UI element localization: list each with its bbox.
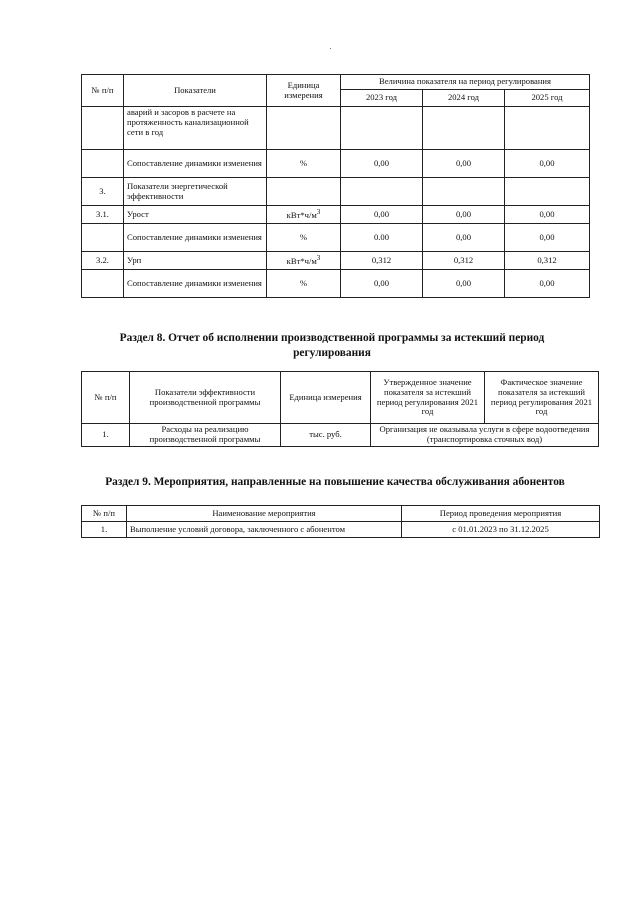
scan-speck xyxy=(330,48,331,49)
row-value-2023: 0,312 xyxy=(341,252,423,270)
row-indicator: Показатели энергетической эффективности xyxy=(124,178,267,206)
table-row xyxy=(82,522,600,538)
row-value-2023: 0.00 xyxy=(341,224,423,252)
col-header-year: 2025 год xyxy=(505,90,590,107)
row-value-2023 xyxy=(341,178,423,206)
col-header-num: № п/п xyxy=(82,506,127,522)
table-row xyxy=(82,270,590,298)
row-value-2024: 0,00 xyxy=(423,150,505,178)
section-9-heading: Раздел 9. Мероприятия, направленные на повышение качества обслуживания абонентов xyxy=(105,476,565,488)
unit-text: кВт*ч/м xyxy=(286,255,317,266)
row-value-2023: 0,00 xyxy=(341,206,423,224)
table-row xyxy=(82,150,590,178)
row-activity: Выполнение условий договора, заключенного с абонентом xyxy=(127,522,402,538)
col-header-actual: Фактическое значение показателя за истекший период регулирования 2021 год xyxy=(485,372,599,424)
row-indicator: Сопоставление динамики изменения xyxy=(124,150,267,178)
row-value-2025: 0,00 xyxy=(505,270,590,298)
row-value-2024 xyxy=(423,178,505,206)
unit-superscript: 3 xyxy=(316,254,321,263)
activities-table xyxy=(81,505,600,538)
row-value-2025: 0,00 xyxy=(505,150,590,178)
col-header-year: 2023 год xyxy=(341,90,423,107)
row-indicator: аварий и засоров в расчете на протяженность канализационной сети в год xyxy=(124,107,267,150)
row-period: с 01.01.2023 по 31.12.2025 xyxy=(402,522,600,538)
row-unit: % xyxy=(267,270,341,298)
row-value-2023: 0,00 xyxy=(341,270,423,298)
section-8-heading: Раздел 8. Отчет об исполнении производственной программы за истекший период регулирования xyxy=(119,332,545,359)
row-unit: % xyxy=(267,224,341,252)
row-value-2025: 0,00 xyxy=(505,206,590,224)
col-header-num: № п/п xyxy=(82,372,130,424)
table-row xyxy=(82,252,590,270)
table-row xyxy=(82,178,590,206)
col-header-period: Период проведения мероприятия xyxy=(402,506,600,522)
row-value-2025 xyxy=(505,178,590,206)
col-header-activity: Наименование мероприятия xyxy=(127,506,402,522)
row-unit: тыс. руб. xyxy=(281,424,371,447)
col-header-year: 2024 год xyxy=(423,90,505,107)
row-value-2023: 0,00 xyxy=(341,150,423,178)
program-report-table xyxy=(81,371,599,447)
table-row xyxy=(82,224,590,252)
row-num: 3. xyxy=(82,178,124,206)
row-note: Организация не оказывала услуги в сфере водоотведения (транспортировка сточных вод) xyxy=(371,424,599,447)
table-row xyxy=(82,424,599,447)
row-value-2023 xyxy=(341,107,423,150)
unit-text: кВт*ч/м xyxy=(286,209,317,220)
col-header-num: № п/п xyxy=(82,75,124,107)
row-num xyxy=(82,224,124,252)
row-num xyxy=(82,107,124,150)
row-unit xyxy=(267,178,341,206)
row-num xyxy=(82,150,124,178)
row-num xyxy=(82,270,124,298)
col-header-indicators: Показатели xyxy=(124,75,267,107)
row-value-2024: 0,00 xyxy=(423,270,505,298)
row-indicator: Урост xyxy=(124,206,267,224)
row-value-2024: 0,00 xyxy=(423,224,505,252)
col-header-indicators: Показатели эффективности производственной программы xyxy=(130,372,281,424)
col-header-unit: Единица измерения xyxy=(281,372,371,424)
col-header-unit: Единица измерения xyxy=(267,75,341,107)
row-num: 1. xyxy=(82,424,130,447)
row-num: 3.1. xyxy=(82,206,124,224)
col-header-value-group: Величина показателя на период регулирования xyxy=(341,75,590,90)
row-num: 3.2. xyxy=(82,252,124,270)
row-num: 1. xyxy=(82,522,127,538)
row-indicator: Урп xyxy=(124,252,267,270)
indicators-table xyxy=(81,74,590,298)
row-unit xyxy=(267,252,341,270)
row-indicator: Сопоставление динамики изменения xyxy=(124,270,267,298)
table-row xyxy=(82,206,590,224)
row-unit xyxy=(267,206,341,224)
row-value-2025: 0,00 xyxy=(505,224,590,252)
row-value-2025: 0,312 xyxy=(505,252,590,270)
row-value-2024: 0,312 xyxy=(423,252,505,270)
row-indicator: Сопоставление динамики изменения xyxy=(124,224,267,252)
row-value-2024: 0,00 xyxy=(423,206,505,224)
row-unit: % xyxy=(267,150,341,178)
row-value-2024 xyxy=(423,107,505,150)
row-unit xyxy=(267,107,341,150)
row-value-2025 xyxy=(505,107,590,150)
unit-superscript: 3 xyxy=(316,208,321,217)
row-indicator: Расходы на реализацию производственной программы xyxy=(130,424,281,447)
table-row xyxy=(82,107,590,150)
col-header-approved: Утвержденное значение показателя за истекший период регулирования 2021 год xyxy=(371,372,485,424)
